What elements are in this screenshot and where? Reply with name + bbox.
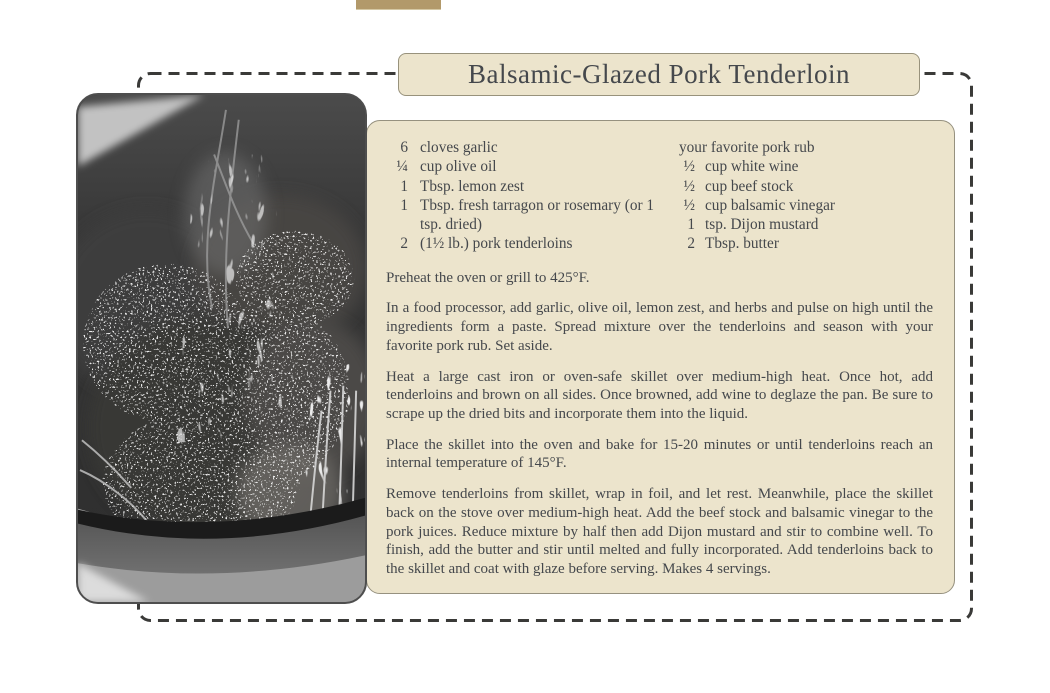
ingredient-row xyxy=(386,138,679,157)
ingredients-section xyxy=(386,138,933,254)
instruction-paragraph: Place the skillet into the oven and bake for 15-20 minutes or until tenderloins reach an internal temperature of 145°F. xyxy=(386,436,933,472)
ingredient-row xyxy=(386,196,679,235)
ingredient-text: (1½ lb.) pork tenderloins xyxy=(420,235,573,253)
ingredient-row xyxy=(679,138,933,157)
ingredient-row xyxy=(679,177,933,196)
ingredient-quantity: 1 xyxy=(400,196,408,214)
ingredient-row xyxy=(386,234,679,253)
ingredient-text: Tbsp. lemon zest xyxy=(420,177,525,195)
ingredient-quantity: ½ xyxy=(683,177,695,195)
ingredient-text: tsp. Dijon mustard xyxy=(705,216,819,234)
instruction-paragraph: Remove tenderloins from skillet, wrap in foil, and let rest. Meanwhile, place the skillet back on the stove over medium-high heat. Add the beef stock and balsamic vinegar to the pork juices. Reduce mixture by half then add Dijon mustard and stir to combine well. To finish, add the butter and stir until melted and fully incorporated. Add tenderloins back to the skillet and coat with glaze before serving. Makes 4 servings. xyxy=(386,486,933,577)
bookmark-tab xyxy=(356,0,441,10)
ingredient-row xyxy=(679,157,933,176)
ingredient-row xyxy=(679,196,933,215)
ingredients-column-left xyxy=(386,138,679,254)
instruction-paragraph: Preheat the oven or grill to 425°F. xyxy=(386,269,590,286)
ingredient-row xyxy=(679,234,933,253)
recipe-panel xyxy=(366,120,955,594)
recipe-title: Balsamic-Glazed Pork Tenderloin xyxy=(467,59,850,89)
ingredients-column-right xyxy=(679,138,933,254)
ingredient-quantity: 1 xyxy=(687,216,695,234)
recipe-photo xyxy=(76,93,367,604)
ingredient-quantity: ¼ xyxy=(396,158,408,176)
instruction-paragraph: In a food processor, add garlic, olive oil, lemon zest, and herbs and pulse on high until the ingredients form a paste. Spread mixture over the tenderloins and season with your favorite pork rub. Set aside. xyxy=(386,300,933,354)
pork-tenderloin-photo-art xyxy=(78,95,365,602)
ingredient-quantity: ½ xyxy=(683,196,695,214)
ingredient-quantity: 6 xyxy=(400,139,408,156)
ingredient-text: cloves garlic xyxy=(420,139,498,156)
ingredient-quantity: 2 xyxy=(687,235,695,253)
instruction-paragraph: Heat a large cast iron or oven-safe skillet over medium-high heat. Once hot, add tenderloins and brown on all sides. Once browned, add wine to deglaze the pan. Be sure to scrape up the dried bits and incorporate them into the liquid. xyxy=(386,368,933,422)
ingredient-quantity: 2 xyxy=(400,235,408,253)
ingredient-quantity: ½ xyxy=(683,158,695,176)
ingredient-row xyxy=(679,215,933,234)
instructions-section xyxy=(386,269,933,579)
ingredient-text: Tbsp. butter xyxy=(705,235,779,253)
ingredient-row xyxy=(386,177,679,196)
ingredient-text: cup beef stock xyxy=(705,177,794,195)
ingredient-text: cup balsamic vinegar xyxy=(705,196,835,214)
recipe-title-banner xyxy=(398,53,920,96)
ingredient-row xyxy=(386,157,679,176)
ingredient-text: your favorite pork rub xyxy=(679,139,815,156)
ingredient-text: cup white wine xyxy=(705,158,799,176)
ingredient-quantity: 1 xyxy=(400,177,408,195)
ingredient-text: cup olive oil xyxy=(420,158,497,176)
ingredient-text: Tbsp. fresh tarragon or rosemary (or 1 tsp. dried) xyxy=(420,196,655,234)
